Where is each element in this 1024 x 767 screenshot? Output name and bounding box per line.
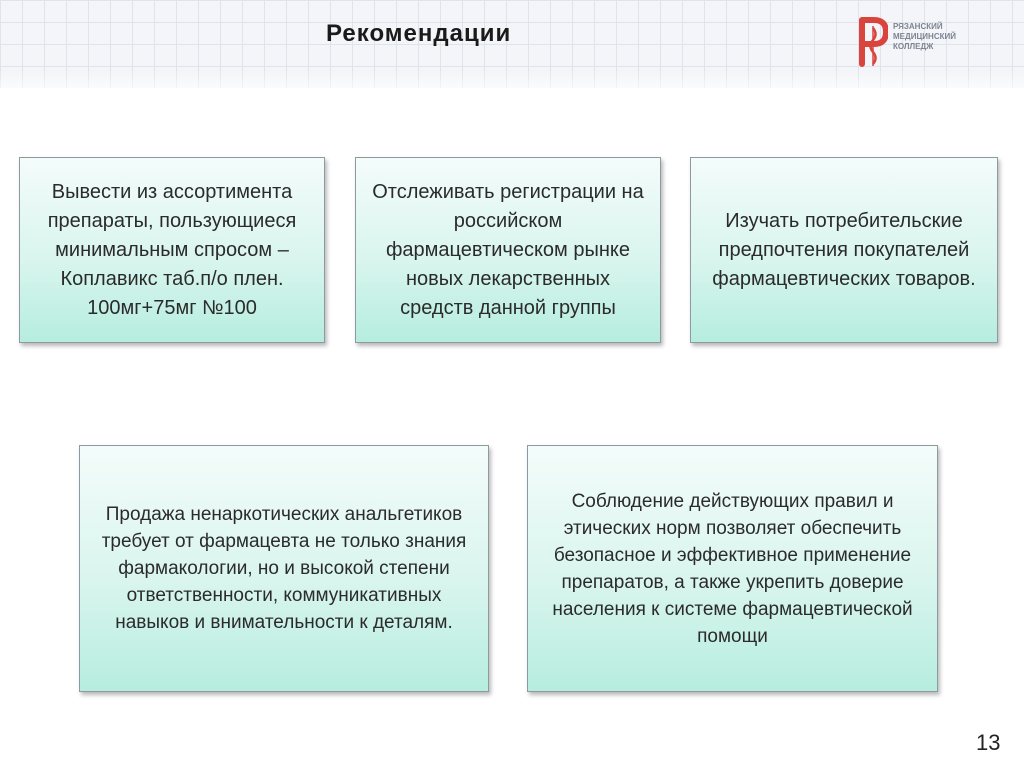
page-number: 13 — [976, 730, 1001, 755]
college-logo-text — [893, 22, 956, 52]
recommendation-card-2 — [355, 157, 661, 343]
logo-line-2: МЕДИЦИНСКИЙ — [893, 32, 956, 41]
logo-line-1: РЯЗАНСКИЙ — [893, 22, 943, 31]
college-logo-icon — [858, 16, 888, 68]
recommendation-card-1 — [19, 157, 325, 343]
recommendation-card-4 — [79, 445, 489, 692]
recommendation-text-5: Соблюдение действующих правил и этических норм позволяет обеспечить безопасное и эффективное применение препаратов, а также укрепить доверие населения к системе фармацевтической помощи — [552, 490, 913, 647]
recommendation-text-3: Изучать потребительские предпочтения покупателей фармацевтических товаров. — [712, 209, 976, 290]
recommendation-text-1: Вывести из ассортимента препараты, пользующиеся минимальным спросом – Коплавикс таб.п/о плен. 100мг+75мг №100 — [47, 180, 297, 319]
college-logo — [858, 16, 998, 70]
slide-title: Рекомендации — [326, 20, 512, 47]
recommendation-text-4: Продажа ненаркотических анальгетиков требует от фармацевта не только знания фармакологии, но и высокой степени ответственности, коммуникативных навыков и внимательности к деталям. — [101, 504, 467, 633]
logo-line-3: КОЛЛЕДЖ — [893, 42, 934, 51]
recommendation-card-3 — [690, 157, 998, 343]
recommendation-text-2: Отслеживать регистрации на российском фармацевтическом рынке новых лекарственных средств данной группы — [372, 180, 644, 319]
recommendation-card-5 — [527, 445, 938, 692]
header-fade — [0, 70, 1024, 100]
